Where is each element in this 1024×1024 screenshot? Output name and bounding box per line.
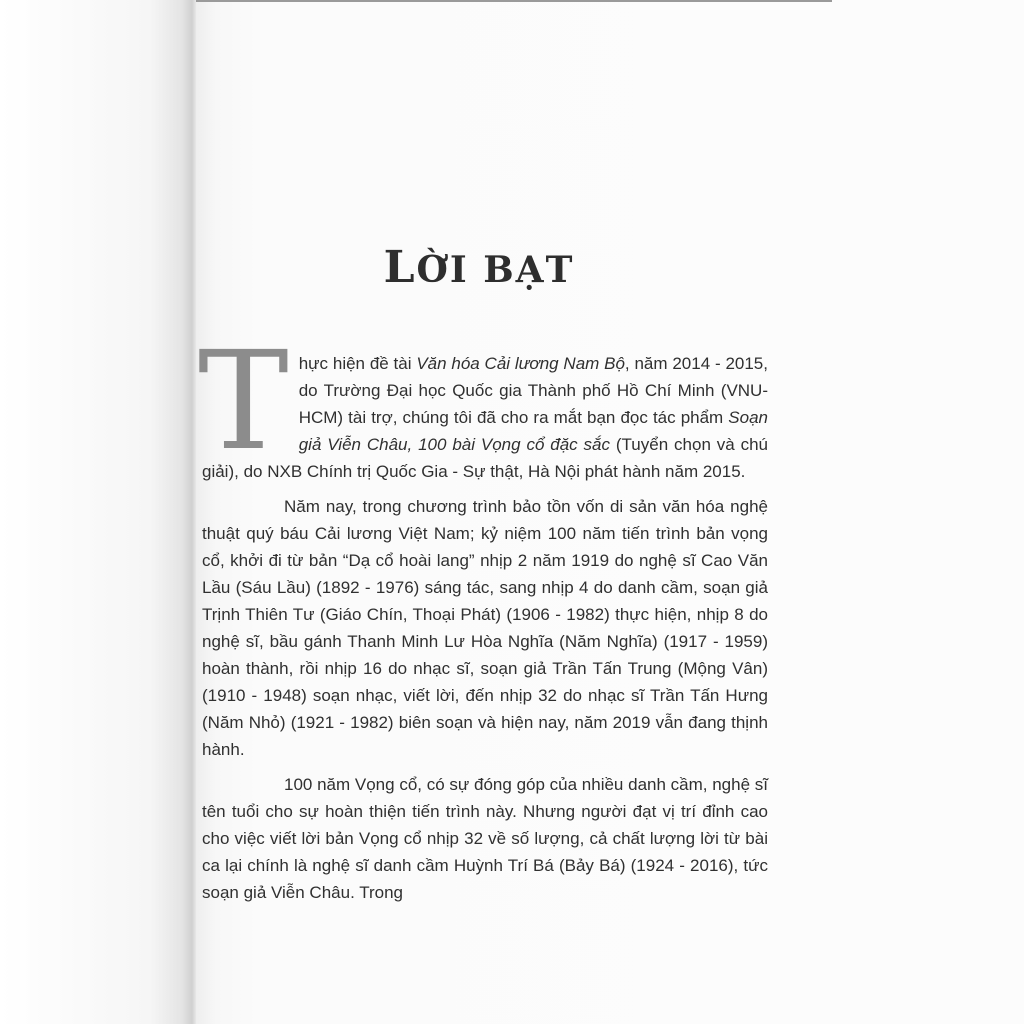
para1-italic-a: Văn hóa Cải lương Nam Bộ (416, 354, 625, 373)
body-text (198, 323, 768, 906)
paragraph-1 (198, 323, 768, 485)
paragraph-3: 100 năm Vọng cổ, có sự đóng góp của nhiều danh cầm, nghệ sĩ tên tuổi cho sự hoàn thiện tiến trình này. Nhưng người đạt vị trí đỉnh cao cho việc viết lời bản Vọng cổ nhịp 32 về số lượng, cả chất lượng lời từ bài ca lại chính là nghệ sĩ danh cầm Huỳnh Trí Bá (Bảy Bá) (1924 - 2016), tức soạn giả Viễn Châu. Trong (202, 775, 768, 902)
title-rest: ỜI BẠT (416, 249, 575, 291)
title-initial: L (383, 242, 417, 293)
book-gutter-shadow (0, 0, 196, 1024)
para1-italic-b: Soạn giả Viễn Châu, 100 bài Vọng cổ đặc sắc (298, 408, 768, 454)
paragraph-2: Năm nay, trong chương trình bảo tồn vốn di sản văn hóa nghệ thuật quý báu Cải lương Việt Nam; kỷ niệm 100 năm tiến trình bản vọng cổ, khởi đi từ bản “Dạ cổ hoài lang” nhịp 2 năm 1919 do nghệ sĩ Cao Văn Lầu (Sáu Lầu) (1892 - 1976) sáng tác, sang nhịp 4 do danh cầm, soạn giả Trịnh Thiên Tư (Giáo Chín, Thoại Phát) (1906 - 1982) thực hiện, nhịp 8 do nghệ sĩ, bầu gánh Thanh Minh Lư Hòa Nghĩa (Năm Nghĩa) (1917 - 1959) hoàn thành, rồi nhịp 16 do nhạc sĩ, soạn giả Trần Tấn Trung (Mộng Vân) (1910 - 1948) soạn nhạc, viết lời, đến nhịp 32 do nhạc sĩ Trần Tấn Hưng (Năm Nhỏ) (1921 - 1982) biên soạn và hiện nay, năm 2019 vẫn đang thịnh hành. (202, 497, 768, 759)
chapter-title (196, 242, 762, 293)
drop-cap: T (198, 323, 289, 481)
para1-text-a: hực hiện đề tài (298, 354, 417, 373)
page-top-edge (196, 0, 832, 2)
para1-text-b: , năm 2014 - 2015, do Trường Đại học Quốc gia Thành phố Hồ Chí Minh (VNU-HCM) tài trợ, chúng tôi đã cho ra mắt bạn đọc tác phẩm (298, 354, 768, 427)
para1-text-c: (Tuyển chọn và chú giải), do NXB Chính trị Quốc Gia - Sự thật, Hà Nội phát hành năm 2015. (202, 435, 768, 481)
